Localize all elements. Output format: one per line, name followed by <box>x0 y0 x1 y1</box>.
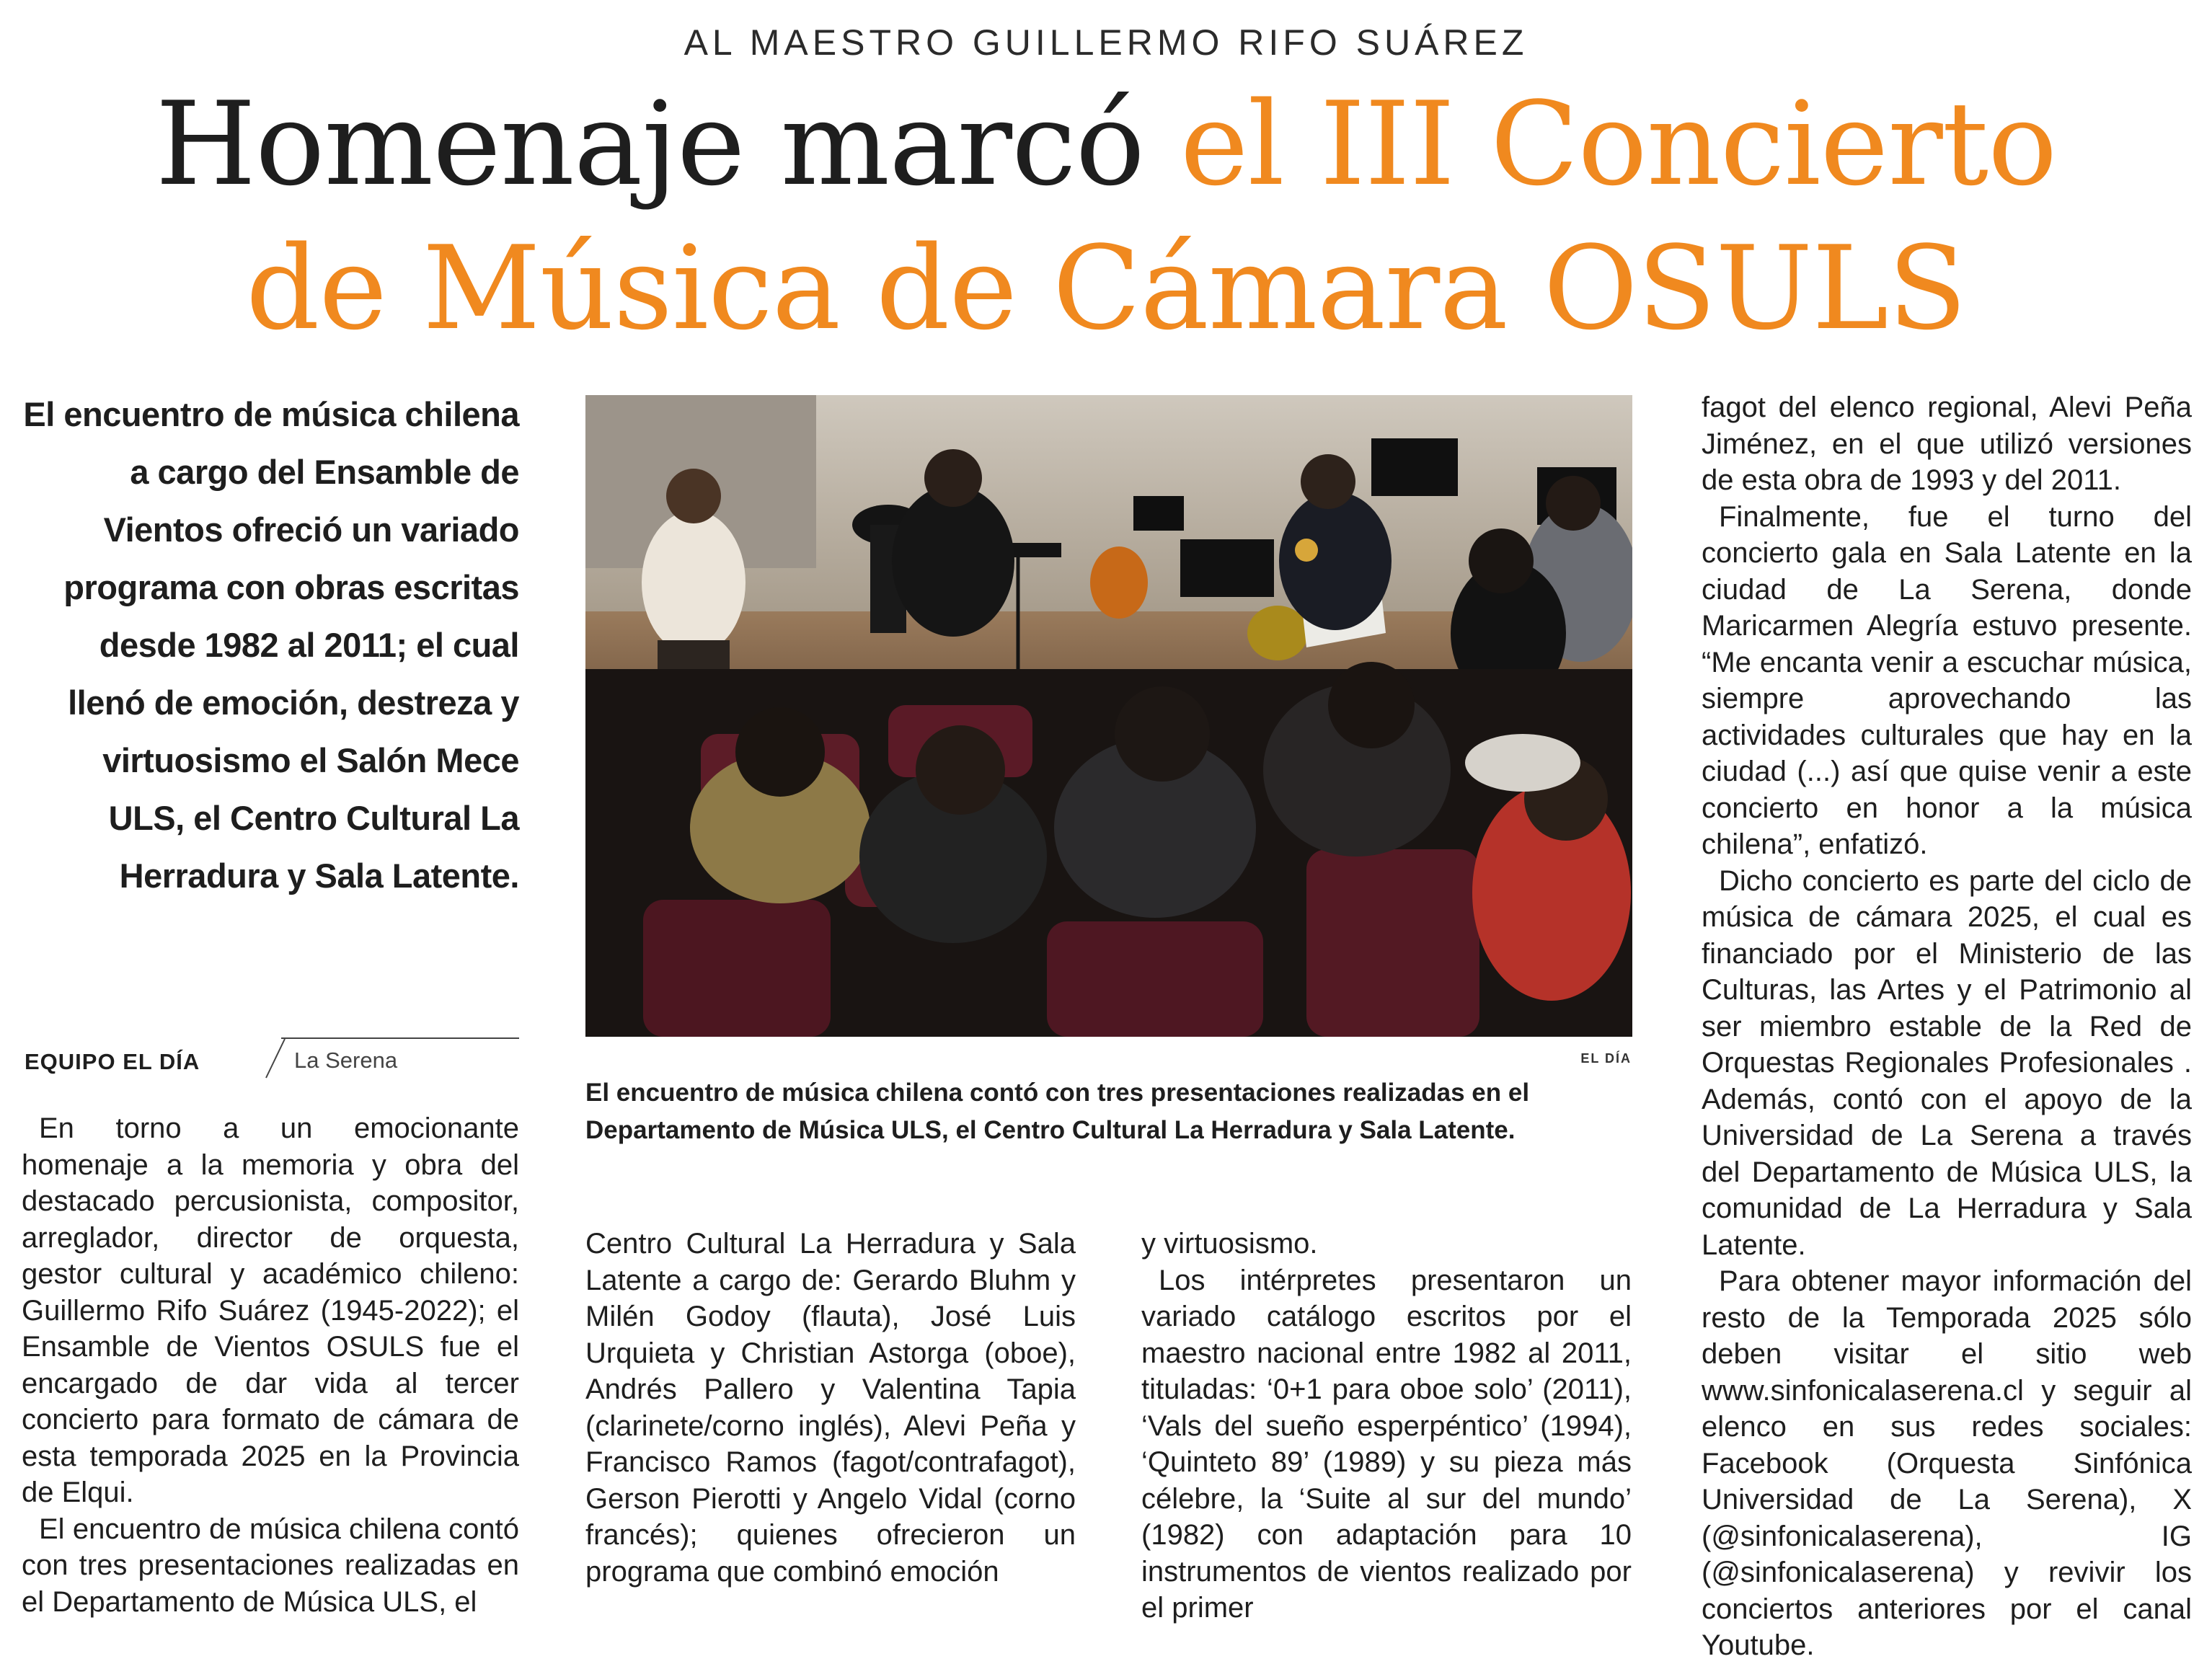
byline-city: La Serena <box>294 1048 398 1073</box>
photo-caption: El encuentro de música chilena contó con tres presentaciones realizadas en el Departamento de Música ULS, el Centro Cultural La Herradura y Sala Latente. <box>585 1079 1530 1144</box>
body-paragraph: y virtuosismo. <box>1141 1228 1318 1260</box>
body-paragraph: Dicho concierto es parte del ciclo de música de cámara 2025, el cual es financiado por el Ministerio de las Culturas, las Artes y el Patrimonio al ser miembro estable de la Red de Orquestas Regionales Profesionales . Además, contó con el apoyo de la Universidad de La Serena a través del Departamento de Música ULS, la comunidad de La Herradura y Sala Latente. <box>1702 864 2192 1261</box>
byline-slash <box>263 1037 289 1079</box>
kicker: AL MAESTRO GUILLERMO RIFO SUÁREZ <box>683 22 1529 63</box>
body-paragraph: El encuentro de música chilena contó con tres presentaciones realizadas en el Departamento de Música ULS, el <box>22 1513 519 1618</box>
photo-credit: EL DÍA <box>1580 1051 1632 1066</box>
body-paragraph: fagot del elenco regional, Alevi Peña Jiménez, en el que utilizó versiones de esta obra de 1993 y del 2011. <box>1702 391 2192 496</box>
body-paragraph: Centro Cultural La Herradura y Sala Latente a cargo de: Gerardo Bluhm y Milén Godoy (flauta), José Luis Urquieta y Christian Astorga (oboe), Andrés Pallero y Valentina Tapia (clarinete/corno inglés), Alevi Peña y Francisco Ramos (fagot/contrafagot), Gerson Pierotti y Angelo Vidal (corno francés); quienes ofrecieron un programa que combinó emoción <box>585 1228 1076 1588</box>
byline-team: EQUIPO EL DÍA <box>25 1049 200 1074</box>
concert-photo <box>585 395 1632 1037</box>
body-paragraph: En torno a un emocionante homenaje a la memoria y obra del destacado percusionista, compositor, arreglador, director de orquesta, gestor cultural y académico chileno: Guillermo Rifo Suárez (1945-2022); el Ensamble de Vientos OSULS fue el encargado de dar vida al tercer concierto para formato de cámara de esta temporada 2025 en la Provincia de Elqui. <box>22 1112 519 1508</box>
body-column-1 <box>22 1110 519 1620</box>
body-column-3 <box>1141 1226 1632 1627</box>
body-paragraph: Los intérpretes presentaron un variado catálogo escritos por el maestro nacional entre 1982 al 2011, tituladas: ‘0+1 para oboe solo’ (2011), ‘Vals del sueño esperpéntico’ (1994), ‘Quinteto 89’ (1989) y su pieza más célebre, la ‘Suite al sur del mundo’ (1982) con adaptación para 10 instrumentos de vientos realizado por el primer <box>1141 1264 1632 1624</box>
headline-dark: Homenaje marcó <box>155 76 1144 211</box>
headline-accent-line1: el III Concierto <box>1180 76 2057 211</box>
byline-rule <box>281 1037 519 1039</box>
body-column-2 <box>585 1226 1076 1590</box>
body-paragraph: Finalmente, fue el turno del concierto gala en Sala Latente en la ciudad de La Serena, donde Maricarmen Alegría estuvo presente. “Me encanta venir a escuchar música, siempre aprovechando las actividades culturales que hay en la ciudad (...) así que quise venir a este concierto en honor a la música chilena”, enfatizó. <box>1702 500 2192 860</box>
body-paragraph: Para obtener mayor información del resto de la Temporada 2025 sólo deben visitar el sitio web www.sinfonicalaserena.cl y seguir al elenco en sus redes sociales: Facebook (Orquesta Sinfónica Universidad de La Serena), X (@sinfonicalaserena), IG (@sinfonicalaserena) y revivir los conciertos anteriores por el canal Youtube. <box>1702 1265 2192 1661</box>
headline <box>0 72 2212 360</box>
body-column-4 <box>1702 389 2192 1664</box>
headline-accent-line2: de Música de Cámara OSULS <box>245 221 1967 355</box>
lede: El encuentro de música chilena a cargo del Ensamble de Vientos ofreció un variado programa con obras escritas desde 1982 al 2011; el cual llenó de emoción, destreza y virtuosismo el Salón Mece ULS, el Centro Cultural La Herradura y Sala Latente. <box>23 395 519 895</box>
byline <box>22 1035 519 1085</box>
